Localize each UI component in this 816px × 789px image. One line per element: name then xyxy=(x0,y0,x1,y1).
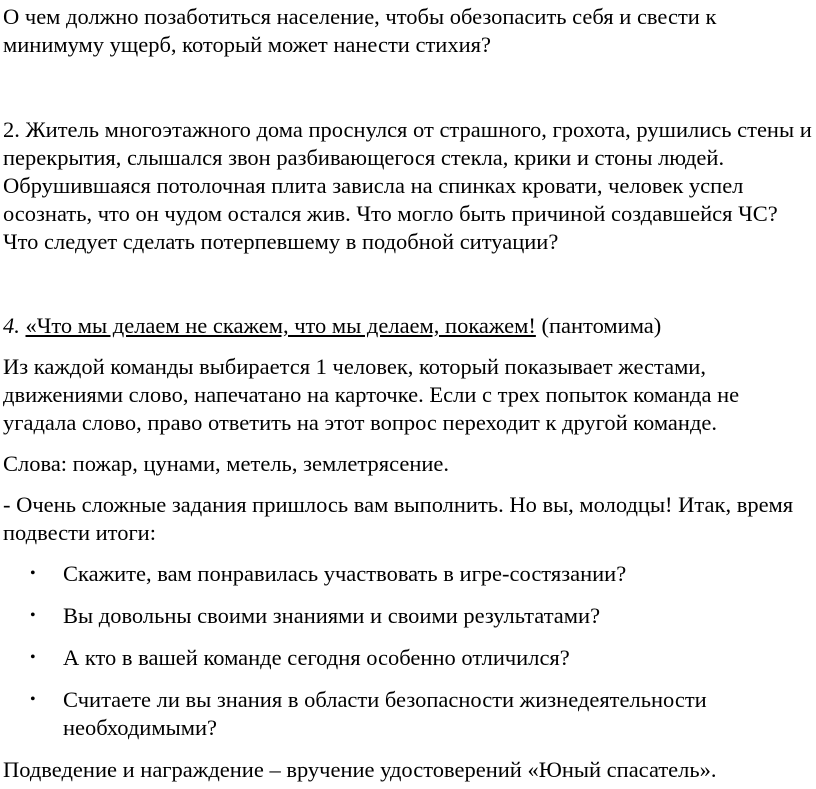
bullet-icon: • xyxy=(30,691,36,708)
list-item xyxy=(3,686,813,742)
task-4-words: Слова: пожар, цунами, метель, землетрясение. xyxy=(3,451,450,476)
closing-text: Подведение и награждение – вручение удостоверений «Юный спасатель». xyxy=(3,757,717,782)
bullet-icon: • xyxy=(30,649,36,666)
question-1: О чем должно позаботиться население, чтобы обезопасить себя и свести к минимуму ущерб, который может нанести стихия? xyxy=(3,4,717,57)
task-4-title: «Что мы делаем не скажем, что мы делаем, покажем! xyxy=(25,313,536,338)
list-item-text: Скажите, вам понравилась участвовать в игре-состязании? xyxy=(63,561,627,586)
spacer xyxy=(3,256,813,312)
list-item xyxy=(3,644,813,672)
list-item xyxy=(3,602,813,630)
summary-intro: - Очень сложные задания пришлось вам выполнить. Но вы, молодцы! Итак, время подвести итоги: xyxy=(3,492,794,545)
question-2: 2. Житель многоэтажного дома проснулся от страшного, грохота, рушились стены и перекрытия, слышался звон разбивающегося стекла, крики и стоны людей. Обрушившаяся потолочная плита зависла на спинках кровати, человек успел осознать, что он чудом остался жив. Что могло быть причиной создавшейся ЧС? Что следует сделать потерпевшему в подобной ситуации? xyxy=(3,117,812,254)
list-item-text: Считаете ли вы знания в области безопасности жизнедеятельности необходимыми? xyxy=(63,687,707,740)
list-item xyxy=(3,560,813,588)
bullet-icon: • xyxy=(30,607,36,624)
summary-questions-list xyxy=(3,560,813,742)
task-4-heading xyxy=(3,312,813,340)
spacer xyxy=(3,59,813,116)
task-4-number: 4. xyxy=(3,313,20,338)
list-item-text: А кто в вашей команде сегодня особенно отличился? xyxy=(63,645,570,670)
bullet-icon: • xyxy=(30,565,36,582)
list-item-text: Вы довольны своими знаниями и своими результатами? xyxy=(63,603,601,628)
task-4-note: (пантомима) xyxy=(535,313,662,338)
task-4-rules: Из каждой команды выбирается 1 человек, который показывает жестами, движениями слово, напечатано на карточке. Если с трех попыток команда не угадала слово, право ответить на этот вопрос переходит к другой команде. xyxy=(3,354,740,435)
